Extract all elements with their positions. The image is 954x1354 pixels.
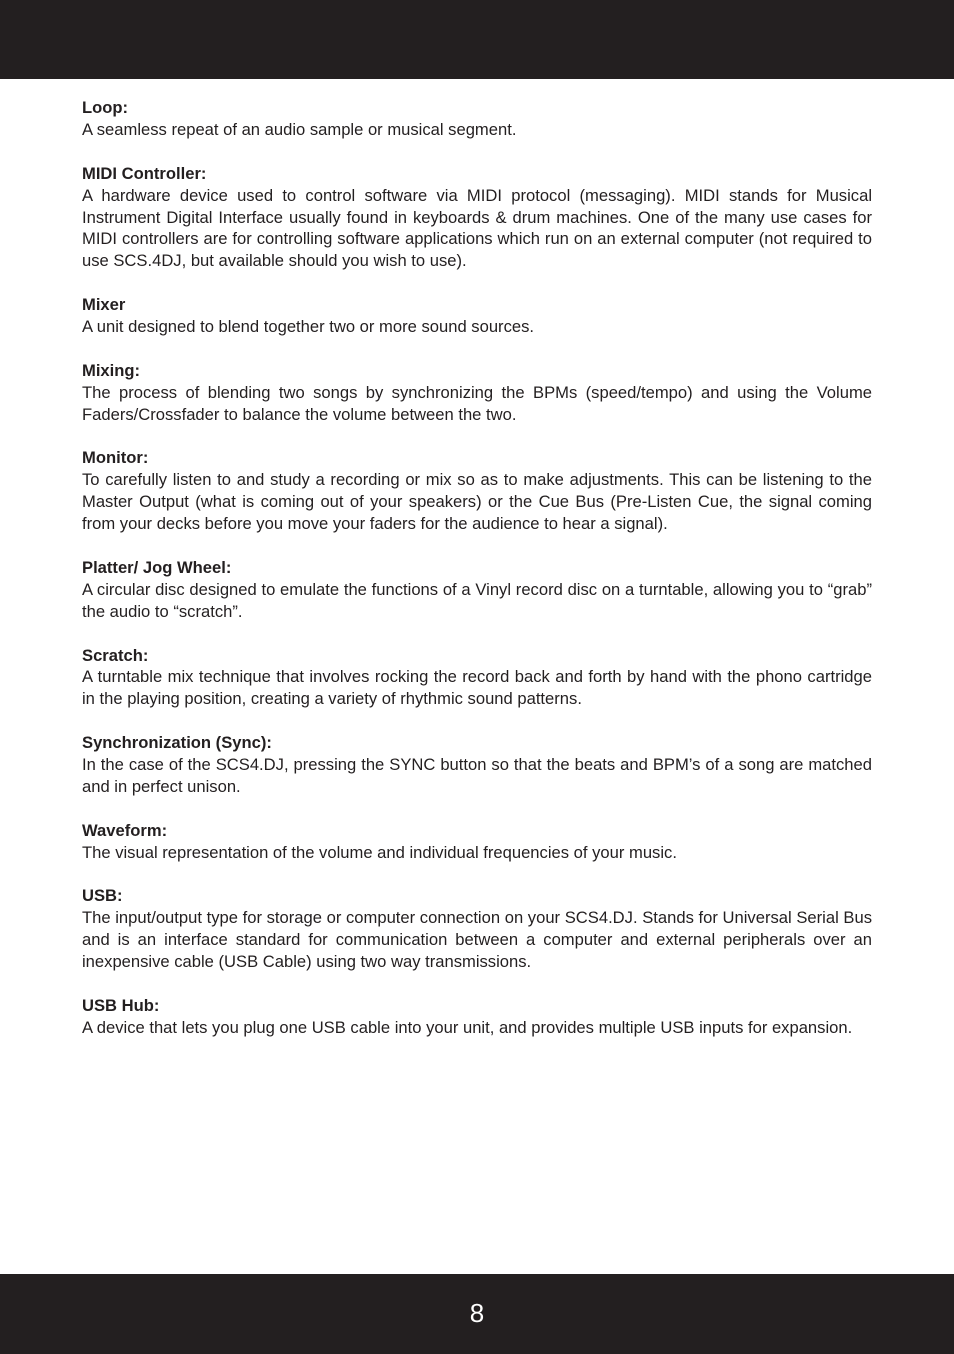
glossary-term: Mixer xyxy=(82,295,126,315)
glossary-term: MIDI Controller: xyxy=(82,163,207,183)
glossary-definition: A unit designed to blend together two or more sound sources. xyxy=(82,317,535,337)
glossary-definition: In the case of the SCS4.DJ, pressing the SYNC button so that the beats and BPM’s of a song are matched and in perfect unison. xyxy=(82,755,872,796)
glossary-definition: The visual representation of the volume and individual frequencies of your music. xyxy=(82,842,677,862)
glossary-entry-scratch xyxy=(82,645,872,711)
glossary-entry-waveform xyxy=(82,820,872,864)
glossary-term: Platter/ Jog Wheel: xyxy=(82,557,232,577)
glossary-entry-platter-jog-wheel xyxy=(82,557,872,623)
glossary xyxy=(82,97,872,1061)
glossary-entry-midi-controller xyxy=(82,163,872,273)
glossary-term: Scratch: xyxy=(82,645,149,665)
page-number: 8 xyxy=(469,1298,485,1328)
glossary-definition: The process of blending two songs by synchronizing the BPMs (speed/tempo) and using the Volume Faders/Crossfader to balance the volume between the two. xyxy=(82,382,872,424)
glossary-term: USB: xyxy=(82,886,123,906)
glossary-term: USB Hub: xyxy=(82,996,160,1015)
glossary-term: Loop: xyxy=(82,98,129,117)
glossary-entry-usb-hub xyxy=(82,995,872,1039)
glossary-entry-monitor xyxy=(82,447,872,535)
glossary-definition: A hardware device used to control software via MIDI protocol (messaging). MIDI stands for Musical Instrument Digital Interface usually found in keyboards & drum machines. One of the many use cases for MIDI controllers are for controlling software applications which run on an external computer (not required to use SCS.4DJ, but available should you wish to use). xyxy=(82,185,872,271)
glossary-entry-loop xyxy=(82,97,872,141)
glossary-term: Waveform: xyxy=(82,820,168,840)
glossary-definition: To carefully listen to and study a recording or mix so as to make adjustments. This can be listening to the Master Output (what is coming out of your speakers) or the Cue Bus (Pre-Listen Cue, the signal coming from your decks before you move your faders for the audience to hear a signal). xyxy=(82,470,872,534)
glossary-entry-usb xyxy=(82,885,872,973)
glossary-entry-mixer xyxy=(82,294,872,338)
header-bar xyxy=(0,0,954,79)
glossary-definition: A turntable mix technique that involves rocking the record back and forth by hand with the phono cartridge in the playing position, creating a variety of rhythmic sound patterns. xyxy=(82,667,872,709)
glossary-term: Monitor: xyxy=(82,448,149,468)
glossary-entry-mixing xyxy=(82,360,872,426)
glossary-definition: A circular disc designed to emulate the functions of a Vinyl record disc on a turntable, allowing you to “grab” the audio to “scratch”. xyxy=(82,579,872,621)
glossary-term: Synchronization (Sync): xyxy=(82,733,272,753)
glossary-definition: The input/output type for storage or computer connection on your SCS4.DJ. Stands for Universal Serial Bus and is an interface standard for communication between a computer and external peripherals over an inexpensive cable (USB Cable) using two way transmissions. xyxy=(82,908,872,972)
glossary-term: Mixing: xyxy=(82,360,141,380)
glossary-entry-synchronization xyxy=(82,732,872,798)
glossary-definition: A device that lets you plug one USB cable into your unit, and provides multiple USB inputs for expansion. xyxy=(82,1017,853,1037)
glossary-definition: A seamless repeat of an audio sample or musical segment. xyxy=(82,119,517,139)
